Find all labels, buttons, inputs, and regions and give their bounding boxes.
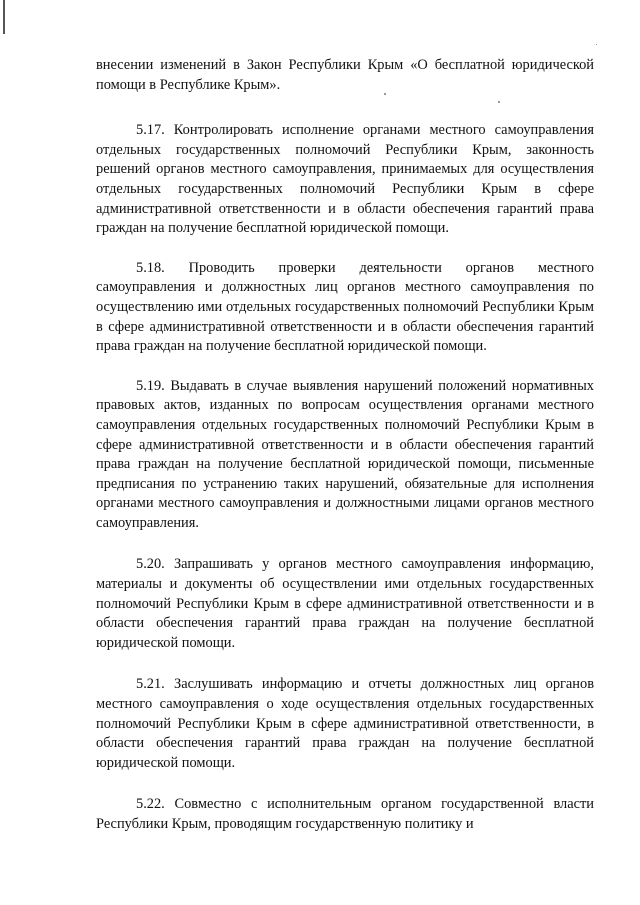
paragraph-5-21: 5.21. Заслушивать информацию и отчеты должностных лиц органов местного самоуправления о ходе осуществления отдельных государственных полномочий Республики Крым в сфере административной ответственности, в области обеспечения гарантий права граждан на получение бесплатной юридической помощи. (96, 676, 594, 771)
paragraph-5-22: 5.22. Совместно с исполнительным органом государственной власти Республики Крым, проводящим государственную политику и (96, 796, 594, 832)
document-page (96, 56, 594, 835)
scan-speck (596, 44, 597, 45)
scan-edge-mark (3, 0, 5, 34)
paragraph-5-17: 5.17. Контролировать исполнение органами местного самоуправления отдельных государственных полномочий Республики Крым, законность решений органов местного самоуправления, принимаемых для осуществления отдельных государственных полномочий Республики Крым в сфере административной ответственности и в области обеспечения гарантий права граждан на получение бесплатной юридической помощи. (96, 122, 594, 237)
paragraph-5-19: 5.19. Выдавать в случае выявления нарушений положений нормативных правовых актов, изданных по вопросам осуществления органами местного самоуправления отдельных государственных полномочий Республики Крым в сфере административной ответственности и в области обеспечения гарантий права граждан на получение бесплатной юридической помощи, письменные предписания по устранению таких нарушений, обязательные для исполнения органами местного самоуправления и должностными лицами органов местного самоуправления. (96, 377, 594, 531)
paragraph-5-18: 5.18. Проводить проверки деятельности органов местного самоуправления и должностных лиц органов местного самоуправления по осуществлению ими отдельных государственных полномочий Республики Крым в сфере административной ответственности и в области обеспечения гарантий права граждан на получение бесплатной юридической помощи. (96, 259, 594, 355)
paragraph-5-20: 5.20. Запрашивать у органов местного самоуправления информацию, материалы и документы об осуществлении ими отдельных государственных полномочий Республики Крым в сфере административной ответственности и в области обеспечения гарантий права граждан на получение бесплатной юридической помощи. (96, 556, 594, 651)
paragraph-continuation: внесении изменений в Закон Республики Крым «О бесплатной юридической помощи в Республике Крым». (96, 57, 594, 93)
